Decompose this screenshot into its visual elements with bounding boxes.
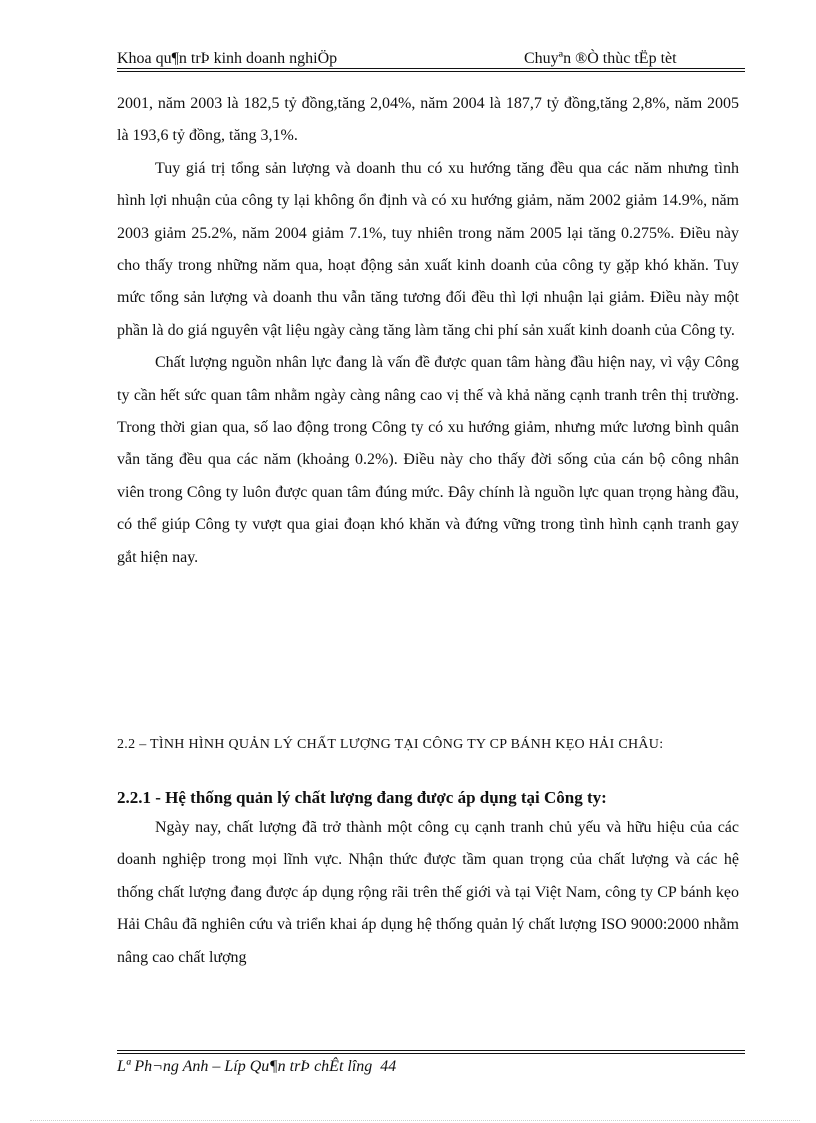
header-rule-bottom	[117, 71, 745, 72]
page-edge-dots	[30, 1120, 800, 1121]
footer-rule-top	[117, 1050, 745, 1051]
paragraph-profit: Tuy giá trị tổng sản lượng và doanh thu có xu hướng tăng đều qua các năm nhưng tình hình lợi nhuận của công ty lại không ổn định và có xu hướng giảm, năm 2002 giảm 14.9%, năm 2003 giảm 25.2%, năm 2004 giảm 7.1%, tuy nhiên trong năm 2005 lại tăng 0.275%. Điều này cho thấy trong những năm qua, hoạt động sản xuất kinh doanh của công ty gặp khó khăn. Tuy mức tổng sản lượng và doanh thu vẫn tăng tương đối đều thì lợi nhuận lại giảm. Điều này một phần là do giá nguyên vật liệu ngày càng tăng làm tăng chi phí sản xuất kinh doanh của Công ty.	[117, 159, 739, 339]
footer-rule-bottom	[117, 1053, 745, 1054]
main-text-bottom	[117, 812, 739, 974]
header-rule-top	[117, 68, 745, 69]
subsection-title: 2.2.1 - Hệ thống quản lý chất lượng đang được áp dụng tại Công ty:	[117, 788, 607, 807]
main-text-top	[117, 88, 739, 574]
paragraph-quality: Ngày nay, chất lượng đã trở thành một công cụ cạnh tranh chủ yếu và hữu hiệu của các doanh nghiệp trong mọi lĩnh vực. Nhận thức được tầm quan trọng của chất lượng và các hệ thống chất lượng đang được áp dụng rộng rãi trên thế giới và tại Việt Nam, công ty CP bánh kẹo Hải Châu đã nghiên cứu và triển khai áp dụng hệ thống quản lý chất lượng ISO 9000:2000 nhằm nâng cao chất lượng	[117, 819, 739, 966]
header-report-title: Chuyªn ®Ò thùc tËp tèt	[524, 50, 677, 67]
paragraph-workforce: Chất lượng nguồn nhân lực đang là vấn đề được quan tâm hàng đầu hiện nay, vì vậy Công ty cần hết sức quan tâm nhằm ngày càng nâng cao vị thế và khả năng cạnh tranh trên thị trường. Trong thời gian qua, số lao động trong Công ty có xu hướng giảm, nhưng mức lương bình quân vẫn tăng đều qua các năm (khoảng 0.2%). Điều này cho thấy đời sống của cán bộ công nhân viên trong Công ty luôn được quan tâm đúng mức. Đây chính là nguồn lực quan trọng hàng đầu, có thể giúp Công ty vượt qua giai đoạn khó khăn và đứng vững trong tình hình cạnh tranh gay gắt hiện nay.	[117, 354, 739, 566]
page-number: 44	[380, 1058, 397, 1075]
footer	[117, 1058, 396, 1076]
section-title: 2.2 – TÌNH HÌNH QUẢN LÝ CHẤT LƯỢNG TẠI CÔNG TY CP BÁNH KẸO HẢI CHÂU:	[117, 737, 664, 752]
header-department: Khoa qu¶n trÞ kinh doanh nghiÖp	[117, 50, 338, 67]
footer-author: Lª Ph¬ng Anh – Líp Qu¶n trÞ chÊt lîng	[117, 1058, 373, 1075]
paragraph-continuation: 2001, năm 2003 là 182,5 tỷ đồng,tăng 2,04%, năm 2004 là 187,7 tỷ đồng,tăng 2,8%, năm 2005 là 193,6 tỷ đồng, tăng 3,1%.	[117, 95, 739, 145]
